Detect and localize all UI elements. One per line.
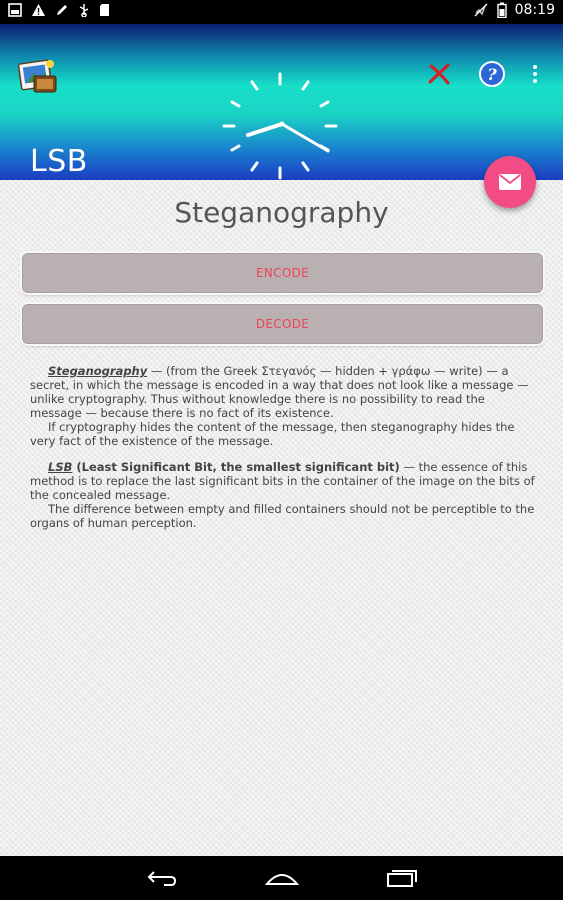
navigation-bar (0, 856, 563, 900)
home-icon[interactable] (264, 868, 300, 888)
steganography-term: Steganography (48, 364, 148, 378)
status-right-icons (473, 2, 555, 18)
description-paragraph-3 (30, 460, 536, 502)
pen-icon (55, 3, 69, 17)
sd-card-icon (99, 3, 110, 17)
page-title: Steganography (174, 196, 389, 229)
description-paragraph-1 (30, 364, 536, 420)
recents-icon[interactable] (386, 868, 418, 888)
image-icon (8, 3, 22, 17)
help-icon[interactable] (478, 60, 506, 88)
lsb-term: LSB (48, 460, 73, 474)
decode-button[interactable]: DECODE (22, 304, 543, 344)
description-paragraph-4: The difference between empty and filled containers should not be perceptible to the organs of human perception. (30, 502, 535, 530)
status-clock: 08:19 (514, 2, 555, 18)
app-logo-icon[interactable] (16, 56, 60, 96)
encode-button[interactable]: ENCODE (22, 253, 543, 293)
steganography-definition: — (from the Greek Στεγανός — hidden + γράφω — write) — a secret, in which the message is encoded in a way that does not look like a message — unlike cryptography. Thus without knowledge there is no possibility to read the message — because there is no fact of its existence. (30, 364, 529, 420)
lsb-term-expansion: (Least Significant Bit, the smallest significant bit) (72, 460, 400, 474)
description-text (30, 364, 536, 530)
overflow-menu-icon[interactable] (527, 60, 543, 88)
app-header (0, 24, 563, 180)
svg-text:?: ? (487, 65, 497, 84)
status-left-icons (8, 3, 110, 17)
usb-icon (78, 3, 90, 17)
header-title: LSB (30, 144, 88, 179)
analog-clock-icon (218, 68, 342, 184)
lsb-definition: — the essence of this method is to replace the last significant bits in the container of the image on the bits of the concealed message. (30, 460, 535, 502)
compose-fab[interactable] (484, 156, 536, 208)
description-paragraph-2: If cryptography hides the content of the message, then steganography hides the very fact of the existence of the message. (30, 420, 515, 448)
battery-icon (497, 2, 507, 18)
warning-icon (31, 3, 46, 17)
status-bar (0, 0, 563, 24)
back-icon[interactable] (146, 868, 178, 888)
envelope-icon (498, 173, 522, 191)
mute-icon (473, 2, 489, 18)
close-icon[interactable] (425, 60, 453, 88)
